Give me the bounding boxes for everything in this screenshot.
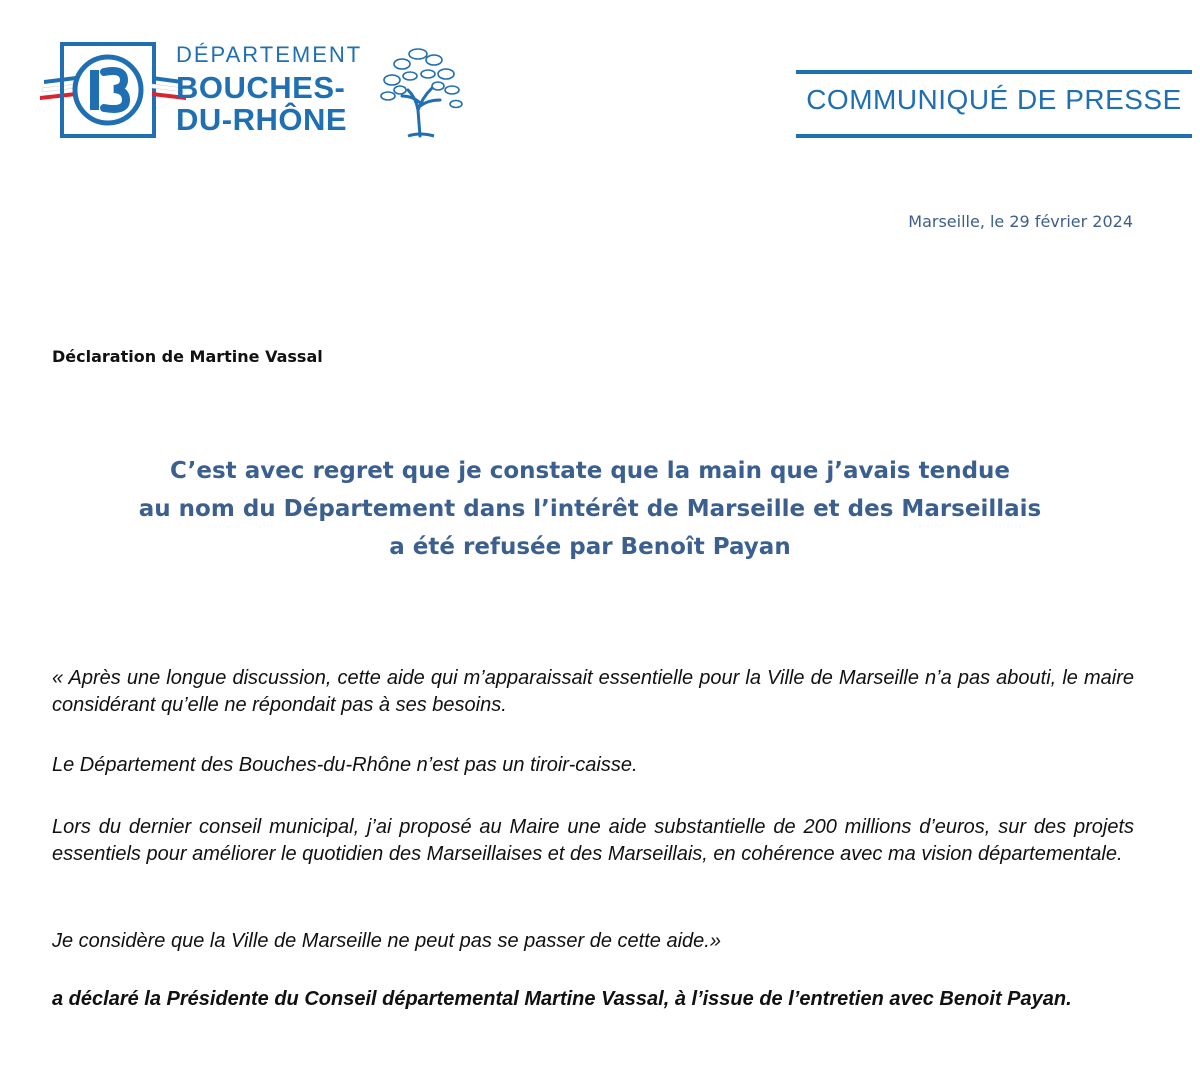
olive-tree-icon bbox=[372, 40, 472, 140]
logo-13-icon bbox=[60, 42, 156, 138]
headline-line-1: C’est avec regret que je constate que la main que j’avais tendue bbox=[169, 458, 1011, 484]
department-name-line1: BOUCHES- bbox=[176, 70, 346, 105]
department-logo bbox=[40, 40, 480, 140]
declaration-heading: Déclaration de Martine Vassal bbox=[52, 347, 323, 366]
department-name-line2: DU-RHÔNE bbox=[176, 102, 348, 137]
date-line: Marseille, le 29 février 2024 bbox=[908, 212, 1133, 231]
headline-line-2: au nom du Département dans l’intérêt de Marseille et des Marseillais bbox=[138, 496, 1042, 522]
press-release-title: COMMUNIQUÉ DE PRESSE bbox=[806, 84, 1182, 115]
body-paragraph-2: Le Département des Bouches-du-Rhône n’est pas un tiroir-caisse. bbox=[52, 754, 638, 776]
body-paragraph-3: Lors du dernier conseil municipal, j’ai proposé au Maire une aide substantielle de 200 millions d’euros, sur des projets essentiels pour améliorer le quotidien des Marseillaises et des Marseillais, en cohérence avec ma vision départementale. bbox=[52, 816, 1134, 865]
attribution-paragraph: a déclaré la Présidente du Conseil départemental Martine Vassal, à l’issue de l’entretien avec Benoit Payan. bbox=[52, 988, 1072, 1010]
department-label: DÉPARTEMENT bbox=[176, 42, 363, 67]
headline-line-3: a été refusée par Benoît Payan bbox=[389, 534, 791, 560]
body-paragraph-1: « Après une longue discussion, cette aide qui m’apparaissait essentielle pour la Ville de Marseille n’a pas abouti, le maire considérant qu’elle ne répondait pas à ses besoins. bbox=[52, 667, 1134, 716]
press-title-rule-top bbox=[796, 70, 1192, 74]
body-paragraph-4: Je considère que la Ville de Marseille ne peut pas se passer de cette aide.» bbox=[52, 930, 721, 952]
press-title-rule-bottom bbox=[796, 134, 1192, 138]
headline-quote bbox=[90, 452, 1090, 566]
logo-13-box bbox=[60, 42, 156, 138]
